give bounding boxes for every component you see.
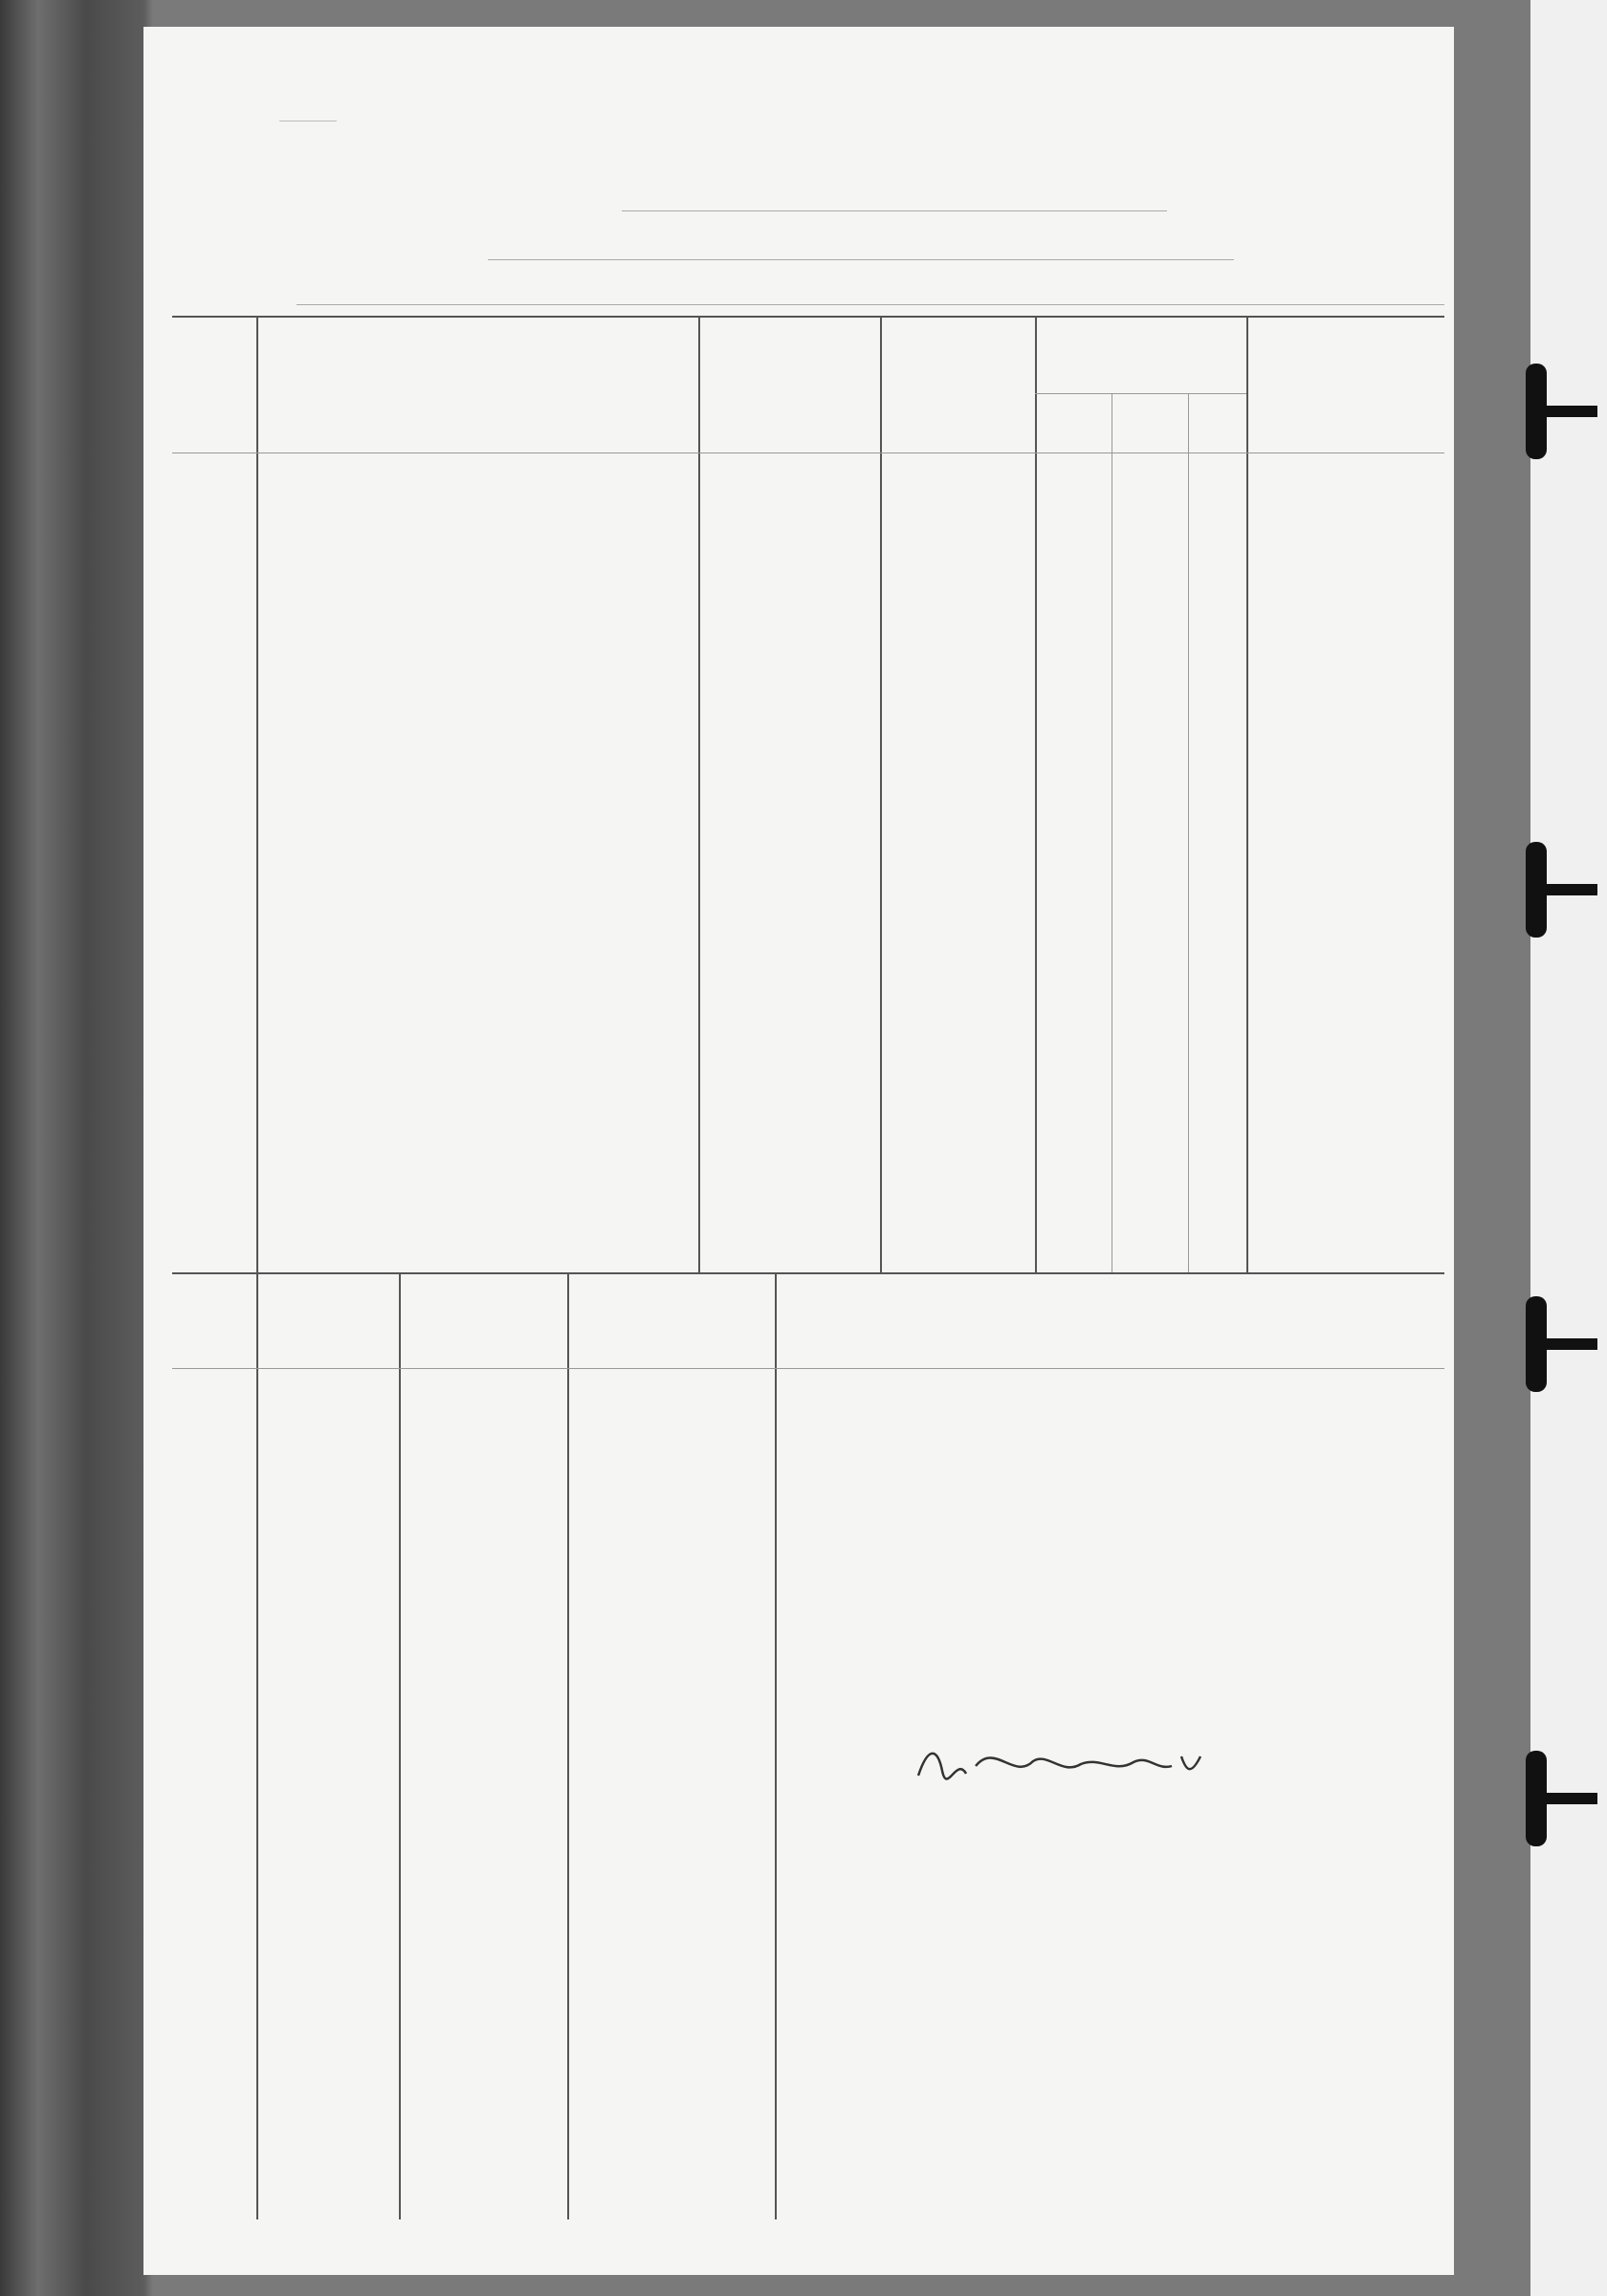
binder-ring-arm-1 <box>1530 406 1597 417</box>
bottom-col-divider-4 <box>775 1272 777 2219</box>
top-col-divider-1 <box>256 316 258 1272</box>
right-background <box>1530 0 1607 2296</box>
top-col-divider-3 <box>880 316 882 1272</box>
bottom-col-divider-3 <box>567 1272 569 2219</box>
binder-ring-arm-3 <box>1530 1338 1597 1350</box>
bottom-col-divider-1 <box>256 1272 258 2219</box>
ship-underline <box>622 210 1167 211</box>
bottom-table-border <box>172 1272 1444 1274</box>
report-page <box>143 27 1454 2275</box>
signature-scrawl <box>909 1737 1215 1795</box>
binder-ring-arm-2 <box>1530 884 1597 895</box>
enlist-subcol-2 <box>1188 393 1189 1272</box>
enlist-subhead-line <box>1035 393 1246 394</box>
top-col-divider-4 <box>1035 316 1037 1272</box>
top-col-divider-2 <box>698 316 700 1272</box>
top-col-divider-5 <box>1246 316 1248 1272</box>
bottom-col-divider-2 <box>399 1272 401 2219</box>
bottom-header-rule <box>172 1368 1444 1369</box>
binder-ring-arm-4 <box>1530 1793 1597 1804</box>
top-table-border <box>172 316 1444 318</box>
from-underline <box>297 304 1444 305</box>
month-underline <box>488 259 1234 260</box>
